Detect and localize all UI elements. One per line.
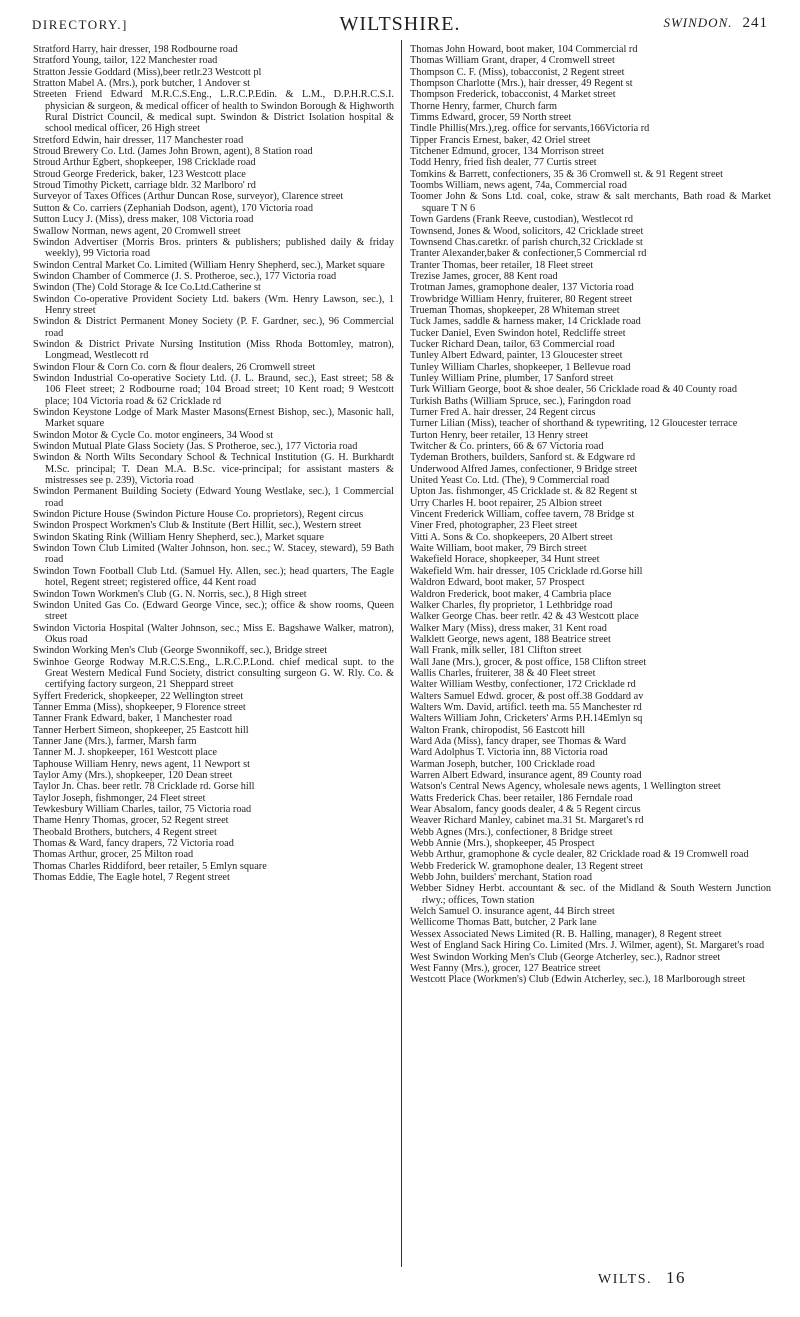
page-footer [598, 1268, 686, 1288]
directory-entry: Tunley Albert Edward, painter, 13 Gloucester street [410, 350, 623, 362]
directory-entry: Titchener Edmund, grocer, 134 Morrison street [410, 146, 604, 158]
signature-number: 16 [665, 1268, 686, 1287]
directory-entry: Swindon Co-operative Provident Society Ltd. bakers (Wm. Henry Lawson, sec.), 1 Henry street [33, 293, 394, 316]
directory-entry: Swindon Central Market Co. Limited (William Henry Shepherd, sec.), Market square [33, 259, 385, 271]
directory-entry: Tipper Francis Ernest, baker, 42 Oriel street [410, 134, 591, 146]
directory-entry: Stroud Arthur Egbert, shopkeeper, 198 Cricklade road [33, 157, 256, 169]
directory-entry: Turton Henry, beer retailer, 13 Henry street [410, 429, 589, 441]
directory-entry: Turner Lilian (Miss), teacher of shorthand & typewriting, 12 Gloucester terrace [410, 418, 738, 430]
directory-entry: Swindon Flour & Corn Co. corn & flour dealers, 26 Cromwell street [33, 361, 316, 373]
directory-entry: Viner Fred, photographer, 23 Fleet street [410, 520, 578, 532]
directory-entry: Swindon Town Football Club Ltd. (Samuel Hy. Allen, sec.); head quarters, The Eagle hotel, Regent street; registered office, 44 Kent road [33, 565, 394, 589]
place-name: SWINDON. [663, 15, 733, 30]
directory-entry: Swallow Norman, news agent, 20 Cromwell street [33, 225, 241, 237]
directory-entry: Swindon & District Permanent Money Society (P. F. Gardner, sec.), 96 Commercial road [33, 316, 394, 339]
directory-entry: Walker Charles, fly proprietor, 1 Lethbridge road [410, 599, 613, 611]
directory-entry: Weaver Richard Manley, cabinet ma.31 St. Margaret's rd [410, 815, 644, 827]
directory-entry: Swindon & North Wilts Secondary School & Technical Institution (G. H. Burkhardt M.Sc. principal; T. Dean M.A. B.Sc. vice-principal; for assistant masters & mistresses see p. 239), Victoria road [33, 452, 394, 487]
running-head-right [663, 15, 768, 32]
directory-entry: Trueman Thomas, shopkeeper, 28 Whiteman street [410, 304, 620, 316]
directory-entry: Tuck James, saddle & harness maker, 14 Cricklade road [410, 316, 641, 328]
directory-entry: Wall Frank, milk seller, 181 Clifton street [410, 645, 582, 657]
directory-entry: Tunley William Prine, plumber, 17 Sanford street [410, 372, 614, 384]
directory-entry: Syffert Frederick, shopkeeper, 22 Wellington street [33, 690, 244, 702]
column-divider [401, 40, 402, 1267]
directory-entry: Townsend Chas.caretkr. of parish church,32 Cricklade st [410, 236, 643, 248]
directory-entry: Swinhoe George Rodway M.R.C.S.Eng., L.R.C.P.Lond. chief medical supt. to the Great Western Medical Fund Society, district consulting surgeon G. W. Rly. Co. & certifying factory surgeon, 21 Sheppard street [33, 656, 394, 691]
directory-entry: Tranter Thomas, beer retailer, 18 Fleet street [410, 259, 594, 271]
directory-entry: Taylor Joseph, fishmonger, 24 Fleet street [33, 792, 206, 804]
directory-entry: Theobald Brothers, butchers, 4 Regent street [33, 826, 217, 838]
directory-entry: Swindon & District Private Nursing Institution (Miss Rhoda Bottomley, matron), Longmead, Westlecott rd [33, 338, 394, 362]
directory-entry: Swindon (The) Cold Storage & Ice Co.Ltd.Catherine st [33, 282, 261, 294]
directory-entry: Wellicome Thomas Batt, butcher, 2 Park lane [410, 917, 597, 929]
directory-entry: Stretford Edwin, hair dresser, 117 Manchester road [33, 134, 244, 146]
directory-entry: Toomer John & Sons Ltd. coal, coke, straw & salt merchants, Bath road & Market square T N 6 [410, 191, 771, 214]
directory-entry: Trowbridge William Henry, fruiterer, 80 Regent street [410, 293, 633, 305]
directory-entry: Webb Annie (Mrs.), shopkeeper, 45 Prospect [410, 838, 595, 850]
directory-entry: Tanner Frank Edward, baker, 1 Manchester road [33, 713, 233, 725]
directory-entry: Tunley William Charles, shopkeeper, 1 Bellevue road [410, 361, 631, 373]
directory-entry: Stratford Harry, hair dresser, 198 Rodbourne road [33, 44, 238, 55]
directory-entry: Taphouse William Henry, news agent, 11 Newport st [33, 758, 250, 770]
directory-entry: Taylor Jn. Chas. beer retlr. 78 Cricklade rd. Gorse hill [33, 781, 255, 793]
directory-entry: Tanner Herbert Simeon, shopkeeper, 25 Eastcott hill [33, 724, 249, 736]
directory-entry: Tanner Emma (Miss), shopkeeper, 9 Florence street [33, 701, 246, 713]
directory-entry: Webb Agnes (Mrs.), confectioner, 8 Bridge street [410, 826, 613, 838]
directory-entry: Stroud Brewery Co. Ltd. (James John Brown, agent), 8 Station road [33, 146, 313, 158]
directory-entry: Tranter Alexander,baker & confectioner,5 Commercial rd [410, 248, 647, 260]
directory-entry: Walklett George, news agent, 188 Beatrice street [410, 633, 611, 645]
directory-entry: Tewkesbury William Charles, tailor, 75 Victoria road [33, 804, 252, 816]
directory-entry: Swindon Chamber of Commerce (J. S. Protheroe, sec.), 177 Victoria road [33, 270, 337, 282]
directory-entry: Tucker Daniel, Even Swindon hotel, Redcliffe street [410, 327, 626, 339]
directory-entry: Thorne Henry, farmer, Church farm [410, 100, 558, 112]
directory-entry: Tindle Phillis(Mrs.),reg. office for servants,166Victoria rd [410, 123, 650, 135]
directory-entry: Webber Sidney Herbt. accountant & sec. of the Midland & South Western Junction rlwy.; offices, Town station [410, 883, 771, 906]
directory-entry: Waite William, boot maker, 79 Birch street [410, 543, 587, 555]
directory-entry: Twitcher & Co. printers, 66 & 67 Victoria road [410, 441, 604, 453]
directory-entry: Walters William John, Cricketers' Arms P.H.14Emlyn sq [410, 713, 643, 725]
directory-entry: Wear Absalom, fancy goods dealer, 4 & 5 Regent circus [410, 804, 641, 816]
directory-entry: Thompson Frederick, tobacconist, 4 Market street [410, 89, 616, 101]
directory-entry: Swindon Town Workmen's Club (G. N. Norris, sec.), 8 High street [33, 588, 307, 600]
directory-entry: Wakefield Wm. hair dresser, 105 Cricklade rd.Gorse hill [410, 565, 643, 577]
directory-entry: Ward Adolphus T. Victoria inn, 88 Victoria road [410, 747, 608, 759]
directory-entry: Sutton Lucy J. (Miss), dress maker, 108 Victoria road [33, 214, 254, 226]
directory-entry: Wall Jane (Mrs.), grocer, & post office, 158 Clifton street [410, 656, 647, 668]
left-column [33, 44, 394, 883]
directory-entry: Taylor Amy (Mrs.), shopkeeper, 120 Dean street [33, 770, 233, 781]
directory-entry: Thomas Charles Riddiford, beer retailer, 5 Emlyn square [33, 860, 267, 872]
directory-entry: Swindon Advertiser (Morris Bros. printers & publishers; published daily & friday weekly), 99 Victoria road [33, 236, 394, 260]
directory-entry: Swindon Mutual Plate Glass Society (Jas. S Protheroe, sec.), 177 Victoria road [33, 441, 358, 453]
directory-entry: Swindon Prospect Workmen's Club & Institute (Bert Hillit, sec.), Western street [33, 520, 362, 532]
directory-entry: Town Gardens (Frank Reeve, custodian), Westlecot rd [410, 214, 634, 226]
directory-entry: Surveyor of Taxes Offices (Arthur Duncan Rose, surveyor), Clarence street [33, 191, 344, 203]
directory-entry: Webb John, builders' merchant, Station road [410, 872, 593, 884]
directory-entry: Swindon Industrial Co-operative Society Ltd. (J. L. Braund, sec.), East street; 58 & 106 Fleet street; 2 Rodbourne road; 104 Broad street; 10 Kent road; 9 Westcott place; 104 Victoria road & 62 Cricklade rd [33, 372, 394, 407]
directory-entry: Vincent Frederick William, coffee tavern, 78 Bridge st [410, 509, 635, 521]
running-head-left: DIRECTORY.] [32, 17, 128, 32]
directory-entry: Vitti A. Sons & Co. shopkeepers, 20 Albert street [410, 531, 613, 543]
directory-entry: Swindon Permanent Building Society (Edward Young Westlake, sec.), 1 Commercial road [33, 486, 394, 509]
directory-entry: Tanner Jane (Mrs.), farmer, Marsh farm [33, 735, 197, 747]
directory-entry: Walker George Chas. beer retlr. 42 & 43 Westcott place [410, 611, 639, 623]
directory-entry: Watson's Central News Agency, wholesale news agents, 1 Wellington street [410, 781, 721, 793]
signature-mark: WILTS. [598, 1272, 652, 1287]
directory-entry: Swindon Motor & Cycle Co. motor engineers, 34 Wood st [33, 429, 274, 441]
directory-entry: Thomas William Grant, draper, 4 Cromwell street [410, 55, 615, 67]
directory-entry: Webb Frederick W. gramophone dealer, 13 Regent street [410, 860, 643, 872]
directory-entry: Turkish Baths (William Spruce, sec.), Faringdon road [410, 395, 631, 407]
directory-entry: Westcott Place (Workmen's) Club (Edwin Atcherley, sec.), 18 Marlborough street [410, 974, 746, 986]
right-column [410, 44, 771, 986]
page-number: 241 [742, 15, 768, 31]
directory-entry: Swindon Town Club Limited (Walter Johnson, hon. sec.; W. Stacey, steward), 59 Bath road [33, 543, 394, 566]
directory-entry: Wallis Charles, fruiterer, 38 & 40 Fleet street [410, 667, 596, 679]
directory-entry: Swindon United Gas Co. (Edward George Vince, sec.); office & show rooms, Queen street [33, 599, 394, 623]
directory-entry: Todd Henry, fried fish dealer, 77 Curtis street [410, 157, 597, 169]
directory-entry: Stratton Mabel A. (Mrs.), pork butcher, 1 Andover st [33, 78, 250, 90]
directory-entry: Swindon Keystone Lodge of Mark Master Masons(Ernest Bishop, sec.), Masonic hall, Market square [33, 407, 394, 430]
directory-entry: Stroud Timothy Pickett, carriage bldr. 32 Marlboro' rd [33, 180, 256, 192]
directory-entry: Timms Edward, grocer, 59 North street [410, 112, 572, 124]
directory-entry: Trotman James, gramophone dealer, 137 Victoria road [410, 282, 634, 294]
directory-entry: Warman Joseph, butcher, 100 Cricklade road [410, 758, 595, 770]
directory-entry: Swindon Working Men's Club (George Swonnikoff, sec.), Bridge street [33, 645, 328, 657]
directory-entry: West Fanny (Mrs.), grocer, 127 Beatrice street [410, 962, 601, 974]
directory-entry: Tydeman Brothers, builders, Sanford st. & Edgware rd [410, 452, 636, 464]
directory-entry: Trezise James, grocer, 88 Kent road [410, 270, 558, 282]
page-header [30, 13, 770, 33]
directory-entry: Thomas Eddie, The Eagle hotel, 7 Regent street [33, 872, 230, 884]
directory-entry: Swindon Victoria Hospital (Walter Johnson, sec.; Miss E. Bagshawe Walker, matron), Okus road [33, 622, 394, 645]
directory-entry: Underwood Alfred James, confectioner, 9 Bridge street [410, 463, 638, 475]
directory-entry: Walton Frank, chiropodist, 56 Eastcott hill [410, 724, 586, 736]
directory-entry: Tanner M. J. shopkeeper, 161 Westcott place [33, 747, 217, 759]
directory-entry: Toombs William, news agent, 74a, Commercial road [410, 180, 627, 192]
directory-entry: Urry Charles H. boot repairer, 25 Albion street [410, 497, 603, 509]
directory-entry: Warren Albert Edward, insurance agent, 89 County road [410, 770, 642, 781]
directory-entry: Thompson Charlotte (Mrs.), hair dresser, 49 Regent st [410, 78, 633, 90]
directory-entry: Tucker Richard Dean, tailor, 63 Commercial road [410, 338, 615, 350]
directory-entry: West of England Sack Hiring Co. Limited (Mrs. J. Wilmer, agent), St. Margaret's road [410, 940, 765, 952]
directory-entry: Watts Frederick Chas. beer retailer, 186 Ferndale road [410, 792, 633, 804]
directory-entry: Ward Ada (Miss), fancy draper, see Thomas & Ward [410, 735, 627, 747]
directory-entry: Thomas & Ward, fancy drapers, 72 Victoria road [33, 838, 234, 850]
directory-entry: Thomas Arthur, grocer, 25 Milton road [33, 849, 194, 861]
directory-entry: Swindon Picture House (Swindon Picture House Co. proprietors), Regent circus [33, 509, 364, 521]
directory-entry: Waldron Edward, boot maker, 57 Prospect [410, 577, 585, 589]
directory-entry: Walters Wm. David, artificl. teeth ma. 55 Manchester rd [410, 701, 642, 713]
directory-entry: Stratford Young, tailor, 122 Manchester road [33, 55, 218, 67]
county-title: WILTSHIRE. [339, 13, 461, 35]
directory-entry: Webb Arthur, gramophone & cycle dealer, 82 Cricklade road & 19 Cromwell road [410, 849, 749, 861]
directory-entry: Turk William George, boot & shoe dealer, 56 Cricklade road & 40 County road [410, 384, 737, 396]
directory-entry: Tomkins & Barrett, confectioners, 35 & 36 Cromwell st. & 91 Regent street [410, 168, 723, 180]
directory-entry: Thomas John Howard, boot maker, 104 Commercial rd [410, 44, 638, 55]
directory-entry: Upton Jas. fishmonger, 45 Cricklade st. & 82 Regent st [410, 486, 638, 498]
directory-entry: West Swindon Working Men's Club (George Atcherley, sec.), Radnor street [410, 951, 721, 963]
directory-entry: Thame Henry Thomas, grocer, 52 Regent street [33, 815, 229, 827]
directory-entry: Walter William Westby, confectioner, 172 Cricklade rd [410, 679, 636, 691]
directory-entry: Sutton & Co. carriers (Zephaniah Dodson, agent), 170 Victoria road [33, 202, 313, 214]
directory-entry: Swindon Skating Rink (William Henry Shepherd, sec.), Market square [33, 531, 324, 543]
directory-entry: United Yeast Co. Ltd. (The), 9 Commercial road [410, 475, 610, 487]
directory-entry: Thompson C. F. (Miss), tobacconist, 2 Regent street [410, 66, 625, 78]
directory-entry: Turner Fred A. hair dresser, 24 Regent circus [410, 407, 596, 418]
directory-entry: Waldron Frederick, boot maker, 4 Cambria place [410, 588, 612, 600]
directory-entry: Welch Samuel O. insurance agent, 44 Birch street [410, 906, 615, 918]
directory-entry: Streeten Friend Edward M.R.C.S.Eng., L.R.C.P.Edin. & L.M., D.P.H.R.C.S.I. physician & surgeon, & medical officer of health to Swindon Borough & Highworth Rural District Council, & medical supt. Swindon & District Isolation hospital & school medical officer, 26 High street [33, 89, 394, 135]
directory-entry: Wakefield Horace, shopkeeper, 34 Hunt street [410, 554, 600, 566]
directory-entry: Stroud George Frederick, baker, 123 Westcott place [33, 168, 246, 180]
directory-entry: Wessex Associated News Limited (R. B. Halling, manager), 8 Regent street [410, 928, 722, 940]
directory-entry: Townsend, Jones & Wood, solicitors, 42 Cricklade street [410, 225, 644, 237]
directory-entry: Walters Samuel Edwd. grocer, & post off.38 Goddard av [410, 690, 644, 702]
directory-entry: Stratton Jessie Goddard (Miss),beer retlr.23 Westcott pl [33, 66, 262, 78]
directory-entry: Walker Mary (Miss), dress maker, 31 Kent road [410, 622, 607, 634]
